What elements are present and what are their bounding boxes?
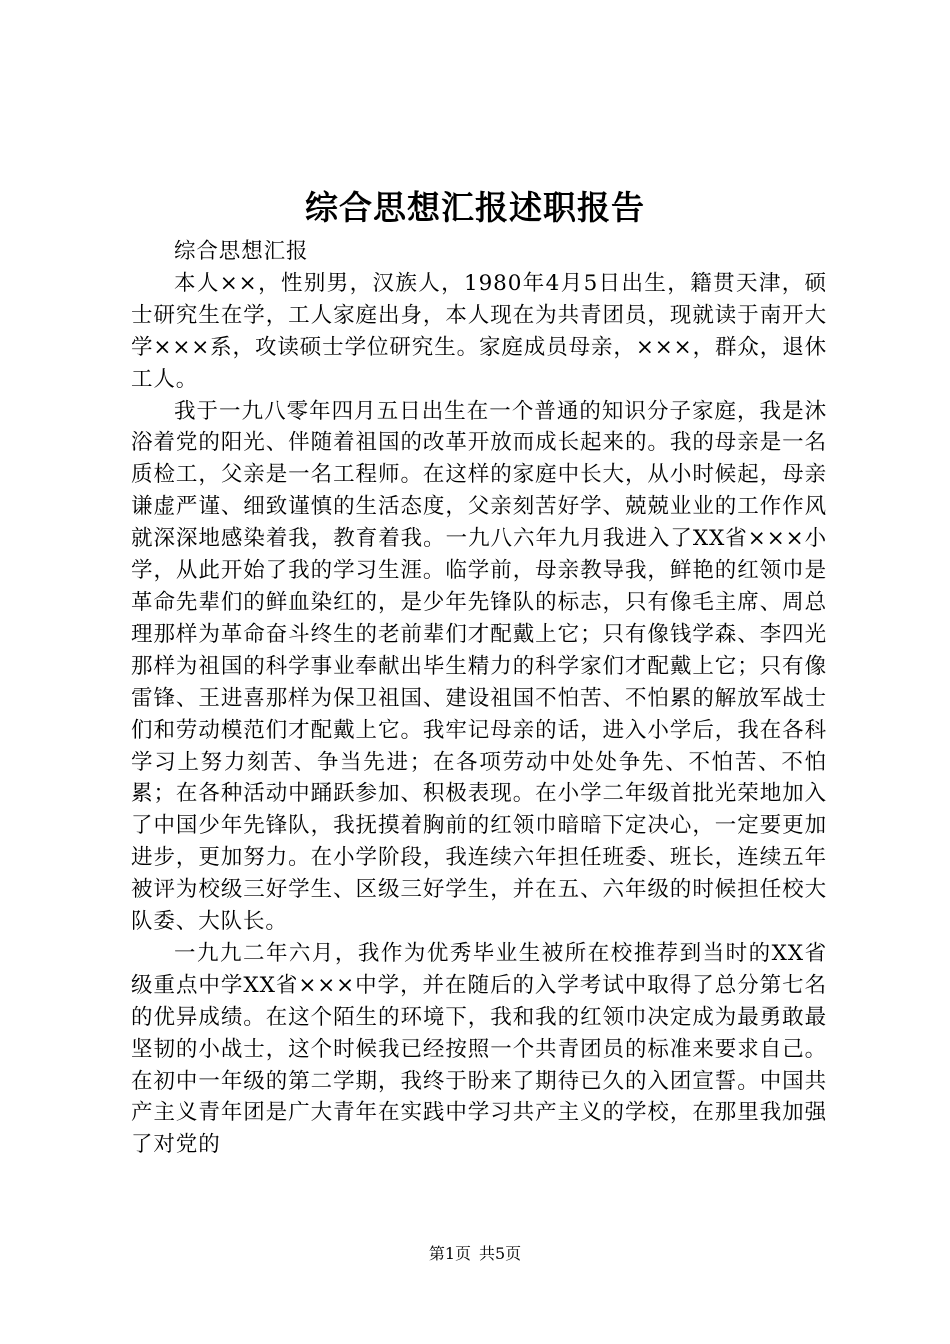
document-title: 综合思想汇报述职报告 — [305, 188, 645, 227]
paragraph-middle-school: 一九九二年六月，我作为优秀毕业生被所在校推荐到当时的XX省级重点中学XX省×××中学，并在随后的入学考试中取得了总分第七名的优异成绩。在这个陌生的环境下，我和我的红领巾决定成为最勇敢最坚韧的小战士，这个时候我已经按照一个共青团员的标准来要求自己。在初中一年级的第二学期，我终于盼来了期待已久的入团宣誓。中国共产主义青年团是广大青年在实践中学习共产主义的学校，在那里我加强了对党的 — [131, 940, 827, 1158]
paragraph-personal-info: 本人××，性别男，汉族人，1980年4月5日出生，籍贯天津，硕士研究生在学，工人家庭出身，本人现在为共青团员，现就读于南开大学×××系，攻读硕士学位研究生。家庭成员母亲，×××，群众，退休工人。 — [131, 270, 827, 392]
page-total: 共5页 — [479, 1244, 522, 1263]
document-body — [131, 236, 827, 1161]
page-number: 第1页 — [428, 1244, 471, 1263]
paragraph-childhood: 我于一九八零年四月五日出生在一个普通的知识分子家庭，我是沐浴着党的阳光、伴随着祖国的改革开放而成长起来的。我的母亲是一名质检工，父亲是一名工程师。在这样的家庭中长大，从小时候起，母亲谦虚严谨、细致谨慎的生活态度，父亲刻苦好学、兢兢业业的工作作风就深深地感染着我，教育着我。一九八六年九月我进入了XX省×××小学，从此开始了我的学习生涯。临学前，母亲教导我，鲜艳的红领巾是革命先辈们的鲜血染红的，是少年先锋队的标志，只有像毛主席、周总理那样为革命奋斗终生的老前辈们才配戴上它；只有像钱学森、李四光那样为祖国的科学事业奉献出毕生精力的科学家们才配戴上它；只有像雷锋、王进喜那样为保卫祖国、建设祖国不怕苦、不怕累的解放军战士们和劳动模范们才配戴上它。我牢记母亲的话，进入小学后，我在各科学习上努力刻苦、争当先进；在各项劳动中处处争先、不怕苦、不怕累；在各种活动中踊跃参加、积极表现。在小学二年级首批光荣地加入了中国少年先锋队，我抚摸着胸前的红领巾暗暗下定决心，一定要更加进步，更加努力。在小学阶段，我连续六年担任班委、班长，连续五年被评为校级三好学生、区级三好学生，并在五、六年级的时候担任校大队委、大队长。 — [131, 398, 827, 935]
paragraph-subtitle: 综合思想汇报 — [174, 239, 309, 264]
page-footer — [0, 1243, 950, 1265]
